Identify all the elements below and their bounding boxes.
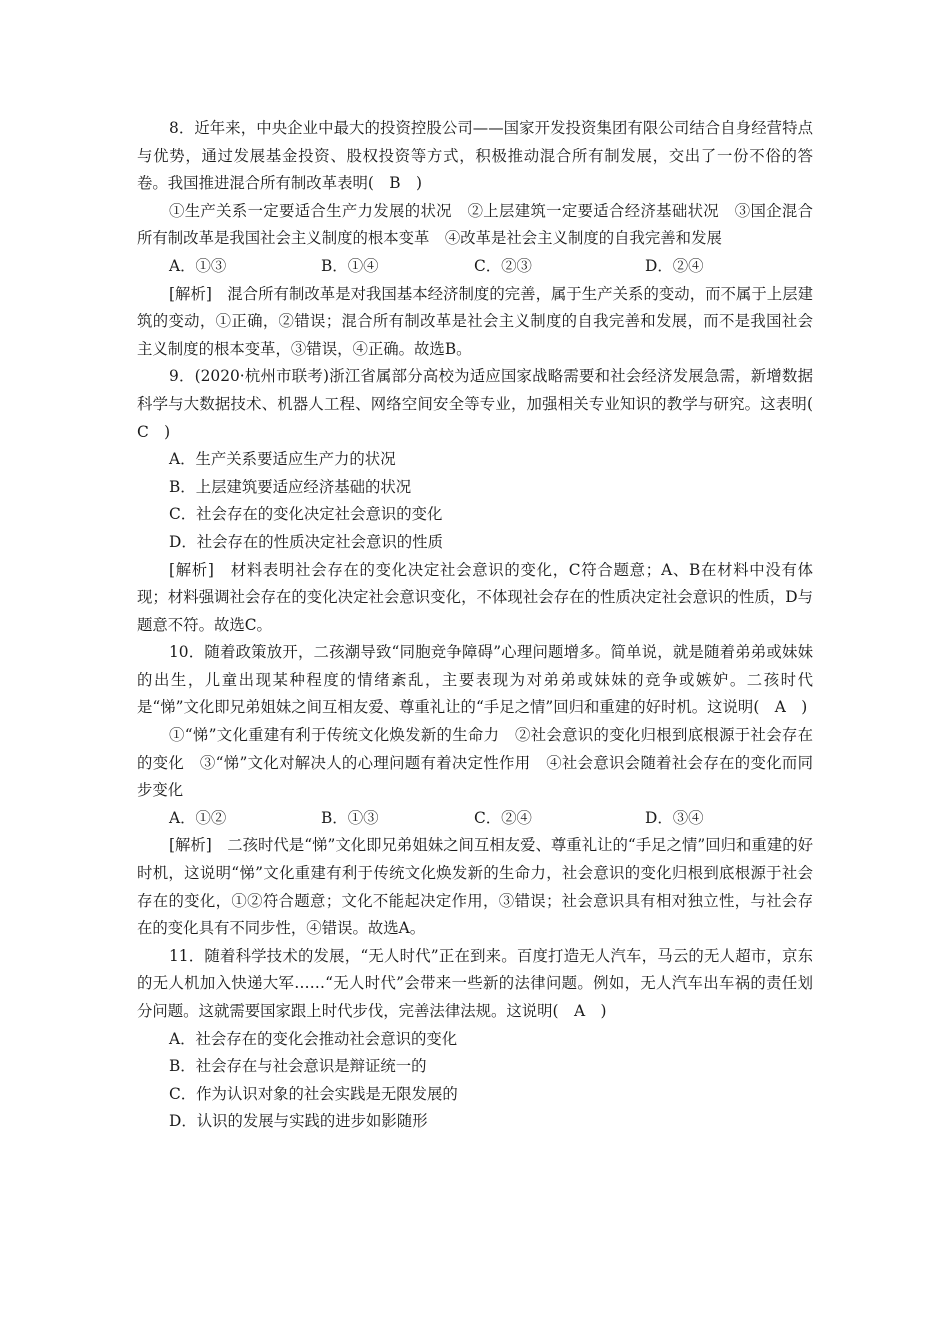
option-c: C．社会存在的变化决定社会意识的变化 bbox=[169, 505, 443, 524]
option-d: D．②④ bbox=[645, 256, 704, 275]
question-8-analysis: [解析] 混合所有制改革是对我国基本经济制度的完善，属于生产关系的变动，而不属于上层建筑的变动，①正确，②错误；混合所有制改革是社会主义制度的自我完善和发展，而不是我国社会主义制度的根本变革，③错误，④正确。故选B。 bbox=[137, 284, 813, 358]
option-b: B．社会存在与社会意识是辩证统一的 bbox=[169, 1057, 427, 1076]
question-8-stem: 8．近年来，中央企业中最大的投资控股公司——国家开发投资集团有限公司结合自身经营特点与优势，通过发展基金投资、股权投资等方式，积极推动混合所有制发展，交出了一份不俗的答卷。我国推进混合所有制改革表明( B ) bbox=[137, 119, 813, 193]
option-d: D．认识的发展与实践的进步如影随形 bbox=[169, 1112, 428, 1131]
question-10-statements: ①“悌”文化重建有利于传统文化焕发新的生命力 ②社会意识的变化归根到底根源于社会存在的变化 ③“悌”文化对解决人的心理问题有着决定性作用 ④社会意识会随着社会存在的变化而同步变化 bbox=[137, 726, 813, 800]
question-10-stem: 10．随着政策放开，二孩潮导致“同胞竞争障碍”心理问题增多。简单说，就是随着弟弟或妹妹的出生，儿童出现某种程度的情绪紊乱，主要表现为对弟弟或妹妹的竞争或嫉妒。二孩时代是“悌”文化即兄弟姐妹之间互相友爱、尊重礼让的“手足之情”回归和重建的好时机。这说明( A ) bbox=[137, 643, 813, 717]
question-9-analysis: [解析] 材料表明社会存在的变化决定社会意识的变化，C符合题意；A、B在材料中没有体现；材料强调社会存在的变化决定社会意识变化，不体现社会存在的性质决定社会意识的性质，D与题意不符。故选C。 bbox=[137, 560, 813, 634]
question-11-stem: 11．随着科学技术的发展，“无人时代”正在到来。百度打造无人汽车，马云的无人超市，京东的无人机加入快递大军……“无人时代”会带来一些新的法律问题。例如，无人汽车出车祸的责任划分问题。这就需要国家跟上时代步伐，完善法律法规。这说明( A ) bbox=[137, 946, 813, 1020]
option-c: C．②④ bbox=[474, 808, 532, 827]
option-d: D．③④ bbox=[645, 808, 704, 827]
option-c: C．作为认识对象的社会实践是无限发展的 bbox=[169, 1084, 458, 1103]
option-a: A．①③ bbox=[169, 256, 227, 275]
question-10-analysis: [解析] 二孩时代是“悌”文化即兄弟姐妹之间互相友爱、尊重礼让的“手足之情”回归和重建的好时机，这说明“悌”文化重建有利于传统文化焕发新的生命力，社会意识的变化归根到底根源于社会存在的变化，①②符合题意；文化不能起决定作用，③错误；社会意识具有相对独立性，与社会存在的变化具有不同步性，④错误。故选A。 bbox=[137, 836, 813, 938]
option-b: B．①③ bbox=[321, 808, 379, 827]
option-a: A．生产关系要适应生产力的状况 bbox=[169, 450, 396, 469]
question-8-options bbox=[137, 253, 813, 281]
option-a: A．①② bbox=[169, 808, 227, 827]
question-9-stem: 9．(2020·杭州市联考)浙江省属部分高校为适应国家战略需要和社会经济发展急需，新增数据科学与大数据技术、机器人工程、网络空间安全等专业，加强相关专业知识的教学与研究。这表明( C ) bbox=[137, 367, 829, 441]
document-page bbox=[137, 115, 829, 1136]
option-d: D．社会存在的性质决定社会意识的性质 bbox=[169, 532, 443, 551]
question-8-statements: ①生产关系一定要适合生产力发展的状况 ②上层建筑一定要适合经济基础状况 ③国企混合所有制改革是我国社会主义制度的根本变革 ④改革是社会主义制度的自我完善和发展 bbox=[137, 201, 813, 248]
option-b: B．上层建筑要适应经济基础的状况 bbox=[169, 477, 412, 496]
option-b: B．①④ bbox=[321, 256, 379, 275]
option-a: A．社会存在的变化会推动社会意识的变化 bbox=[169, 1029, 458, 1048]
option-c: C．②③ bbox=[474, 256, 532, 275]
question-10-options bbox=[137, 805, 813, 833]
